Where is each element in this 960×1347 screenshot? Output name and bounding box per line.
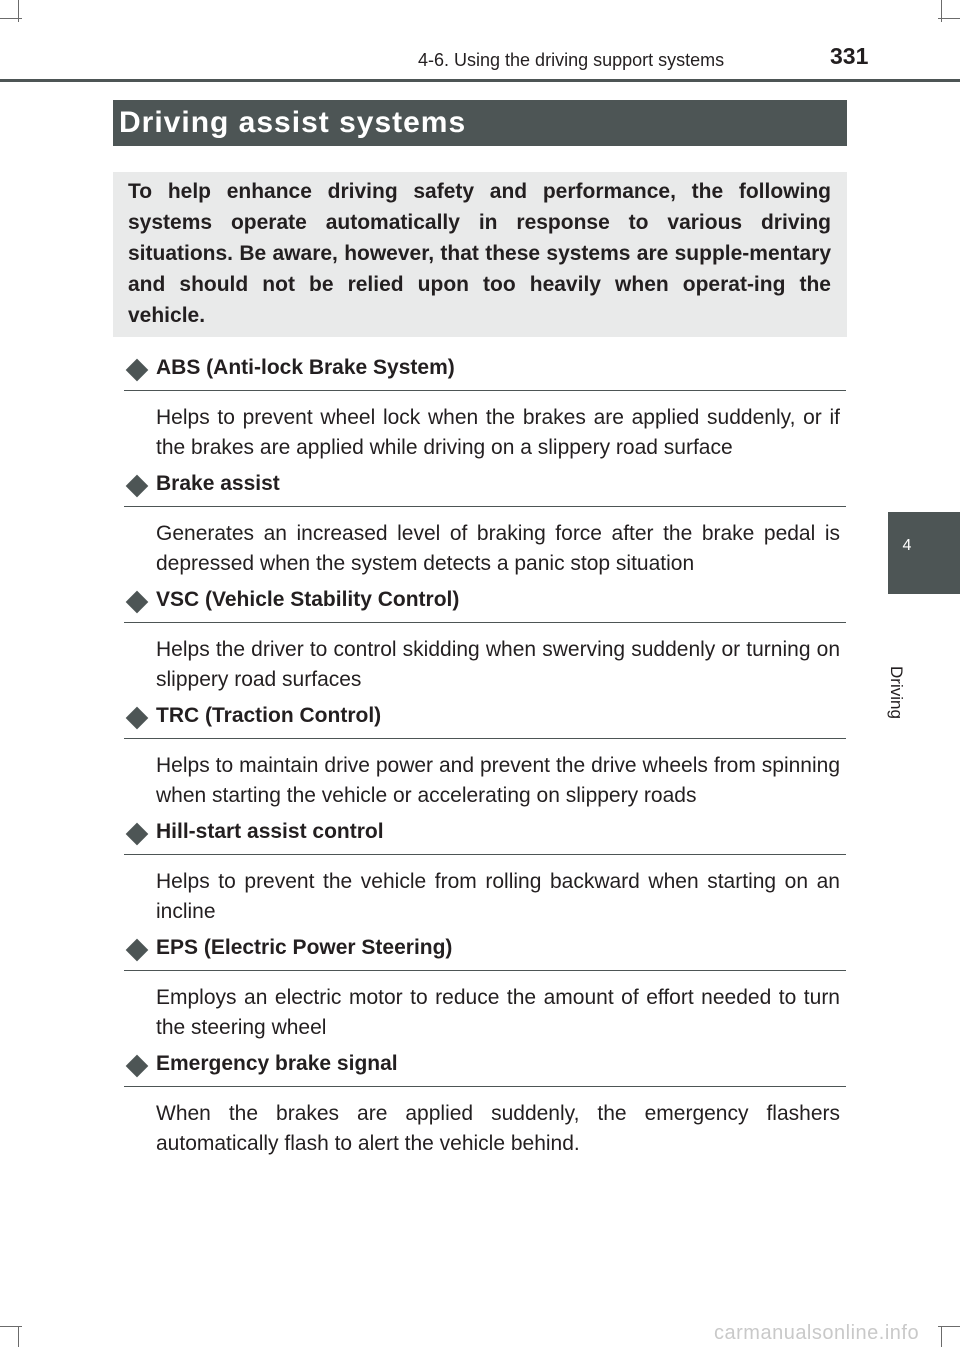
- section-eps: [124, 934, 846, 1043]
- intro-box: [113, 172, 847, 337]
- page-title-bar: [113, 100, 847, 146]
- header-rule: [0, 79, 960, 82]
- section-heading: [124, 470, 846, 507]
- section-body: Employs an electric motor to reduce the amount of effort needed to turn the steering wheel: [156, 986, 840, 1039]
- chapter-number: 4: [902, 537, 912, 554]
- section-title: Brake assist: [156, 472, 280, 495]
- diamond-bullet-icon: [126, 707, 149, 730]
- diamond-bullet-icon: [126, 939, 149, 962]
- section-title: Emergency brake signal: [156, 1052, 398, 1075]
- section-heading: [124, 1050, 846, 1087]
- section-body: Helps the driver to control skidding when swerving suddenly or turning on slippery road surfaces: [156, 638, 840, 691]
- section-abs: [124, 354, 846, 463]
- section-title: Hill-start assist control: [156, 820, 384, 843]
- section-title: VSC (Vehicle Stability Control): [156, 588, 460, 611]
- chapter-tab: [888, 512, 960, 594]
- section-heading: [124, 818, 846, 855]
- diamond-bullet-icon: [126, 823, 149, 846]
- watermark: carmanualsonline.info: [714, 1322, 920, 1344]
- section-body: When the brakes are applied suddenly, the emergency flashers automatically flash to alert the vehicle behind.: [156, 1102, 840, 1155]
- section-heading: [124, 586, 846, 623]
- section-body: Helps to maintain drive power and prevent the drive wheels from spinning when starting the vehicle or accelerating on slippery roads: [156, 754, 840, 807]
- section-heading: [124, 354, 846, 391]
- page-title: Driving assist systems: [119, 106, 467, 139]
- diamond-bullet-icon: [126, 1055, 149, 1078]
- intro-text: To help enhance driving safety and performance, the following systems operate automatically in response to various driving situations. Be aware, however, that these systems are supple-mentary and should not be relied upon too heavily when operat-ing the vehicle.: [128, 180, 831, 327]
- section-vsc: [124, 586, 846, 695]
- diamond-bullet-icon: [126, 359, 149, 382]
- crop-mark: [941, 1326, 942, 1347]
- chapter-label: Driving: [887, 666, 906, 719]
- section-emergency-brake-signal: [124, 1050, 846, 1159]
- crop-mark: [18, 1326, 19, 1347]
- section-body: Helps to prevent wheel lock when the brakes are applied suddenly, or if the brakes are applied while driving on a slippery road surface: [156, 406, 840, 459]
- crop-mark: [941, 0, 942, 22]
- running-header: 4-6. Using the driving support systems: [418, 50, 725, 70]
- section-body: Helps to prevent the vehicle from rolling backward when starting on an incline: [156, 870, 840, 923]
- section-brake-assist: [124, 470, 846, 579]
- diamond-bullet-icon: [126, 475, 149, 498]
- diamond-bullet-icon: [126, 591, 149, 614]
- section-title: ABS (Anti-lock Brake System): [156, 356, 455, 379]
- section-title: TRC (Traction Control): [156, 704, 382, 727]
- page-number: 331: [830, 43, 869, 69]
- crop-mark: [18, 0, 19, 22]
- section-title: EPS (Electric Power Steering): [156, 936, 453, 959]
- section-heading: [124, 934, 846, 971]
- section-body: Generates an increased level of braking force after the brake pedal is depressed when the system detects a panic stop situation: [156, 522, 840, 575]
- section-trc: [124, 702, 846, 811]
- section-heading: [124, 702, 846, 739]
- section-hill-start-assist: [124, 818, 846, 927]
